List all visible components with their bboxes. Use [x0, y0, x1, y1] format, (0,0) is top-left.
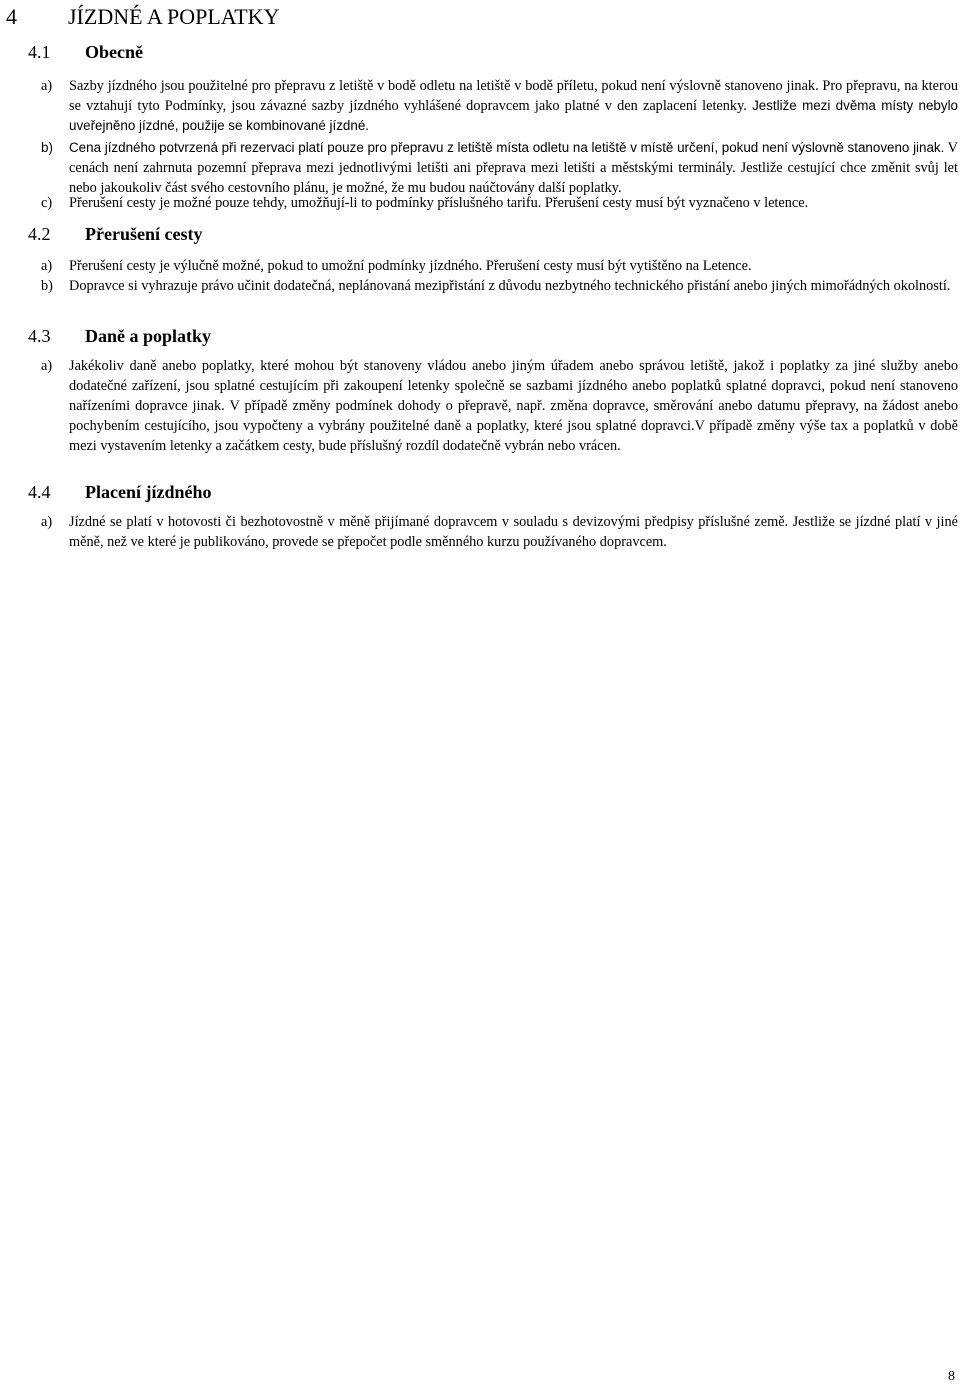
item-text: Přerušení cesty je výlučně možné, pokud to umožní podmínky jízdného. Přerušení cesty musí být vytištěno na Letence. — [69, 258, 752, 274]
item-text: Jakékoliv daně anebo poplatky, které mohou být stanoveny vládou anebo jiným úřadem anebo správou letiště, jakož i poplatky za jiné služby anebo dodatečné zařízení, jsou splatné cestujícím při zakoupení letenky společně se sazbami jízdného anebo poplatků splatné dopravci, pokud není stanoveno nařízeními dopravce jinak. V případě změny podmínek dohody o přepravě, např. změna dopravce, směrování anebo datumu přepravy, na žádost anebo pochybením cestujícího, jsou vypočteny a vybrány použitelné daně a poplatky, které jsou splatné dopravci.V případě změny výše tax a poplatků v době mezi vystavením letenky a začátkem cesty, bude příslušný rozdíl dodatečně vybrán nebo vrácen. — [69, 358, 958, 454]
item-text — [69, 138, 958, 198]
chapter-heading — [6, 2, 279, 32]
list-item — [41, 76, 958, 136]
item-text-sans: Cena jízdného potvrzená při rezervaci platí pouze pro přepravu z letiště místa odletu na letiště v místě určení, pokud není výslovně stanoveno jinak. — [69, 140, 945, 155]
section-number: 4.2 — [28, 224, 51, 244]
section-number: 4.4 — [28, 482, 51, 502]
section-title: Placení jízdného — [85, 482, 212, 502]
section-title: Přerušení cesty — [85, 224, 203, 244]
item-label: a) — [41, 258, 53, 274]
item-label: a) — [41, 514, 53, 530]
item-text-sans: Jestliže mezi dvěma místy nebylo uveřejněno jízdné, použije se kombinované jízdné. — [69, 98, 958, 133]
list-item — [41, 138, 958, 198]
list-item — [41, 256, 958, 276]
item-text-serif: V cenách není zahrnuta pozemní přeprava mezi jednotlivými letišti ani přeprava mezi letišti a městskými terminály. Jestliže cestující chce změnit svůj let nebo jakoukoliv část svého cestovního plánu, je možné, že mu budou naúčtovány další poplatky. — [69, 140, 958, 196]
section-number: 4.1 — [28, 42, 51, 62]
section-number: 4.3 — [28, 326, 51, 346]
section-heading — [28, 40, 143, 64]
section-title: Daně a poplatky — [85, 326, 212, 346]
section-heading — [28, 222, 202, 246]
item-text: Dopravce si vyhrazuje právo učinit dodatečná, neplánovaná mezipřistání z důvodu nezbytného technického přistání anebo jiných mimořádných okolností. — [69, 278, 951, 294]
item-text: Přerušení cesty je možné pouze tehdy, umožňují-li to podmínky příslušného tarifu. Přerušení cesty musí být vyznačeno v letence. — [69, 195, 809, 211]
chapter-number: 4 — [6, 4, 17, 29]
item-text: Jízdné se platí v hotovosti či bezhotovostně v měně přijímané dopravcem v souladu s devizovými předpisy příslušné země. Jestliže se jízdné platí v jiné měně, než ve které je publikováno, provede se přepočet podle směnného kurzu používaného dopravcem. — [69, 514, 958, 550]
section-title: Obecně — [85, 42, 143, 62]
item-label: b) — [41, 140, 53, 155]
item-label: a) — [41, 78, 53, 94]
item-label: b) — [41, 278, 53, 294]
section-heading — [28, 324, 211, 348]
page-number: 8 — [948, 1369, 955, 1384]
item-label: a) — [41, 358, 53, 374]
section-heading — [28, 480, 212, 504]
list-item — [41, 193, 958, 213]
list-item — [41, 356, 958, 456]
item-text — [69, 76, 958, 136]
item-text-serif: Sazby jízdného jsou použitelné pro přepravu z letiště v bodě odletu na letiště v bodě příletu, pokud není výslovně stanoveno jinak. Pro přepravu, na kterou se vztahují tyto Podmínky, jsou závazné sazby jízdného vyhlášené dopravcem jako platné v den zaplacení letenky. — [69, 78, 958, 114]
list-item — [41, 512, 958, 552]
chapter-title: JÍZDNÉ A POPLATKY — [68, 4, 280, 29]
item-label: c) — [41, 195, 53, 211]
list-item — [41, 276, 958, 296]
